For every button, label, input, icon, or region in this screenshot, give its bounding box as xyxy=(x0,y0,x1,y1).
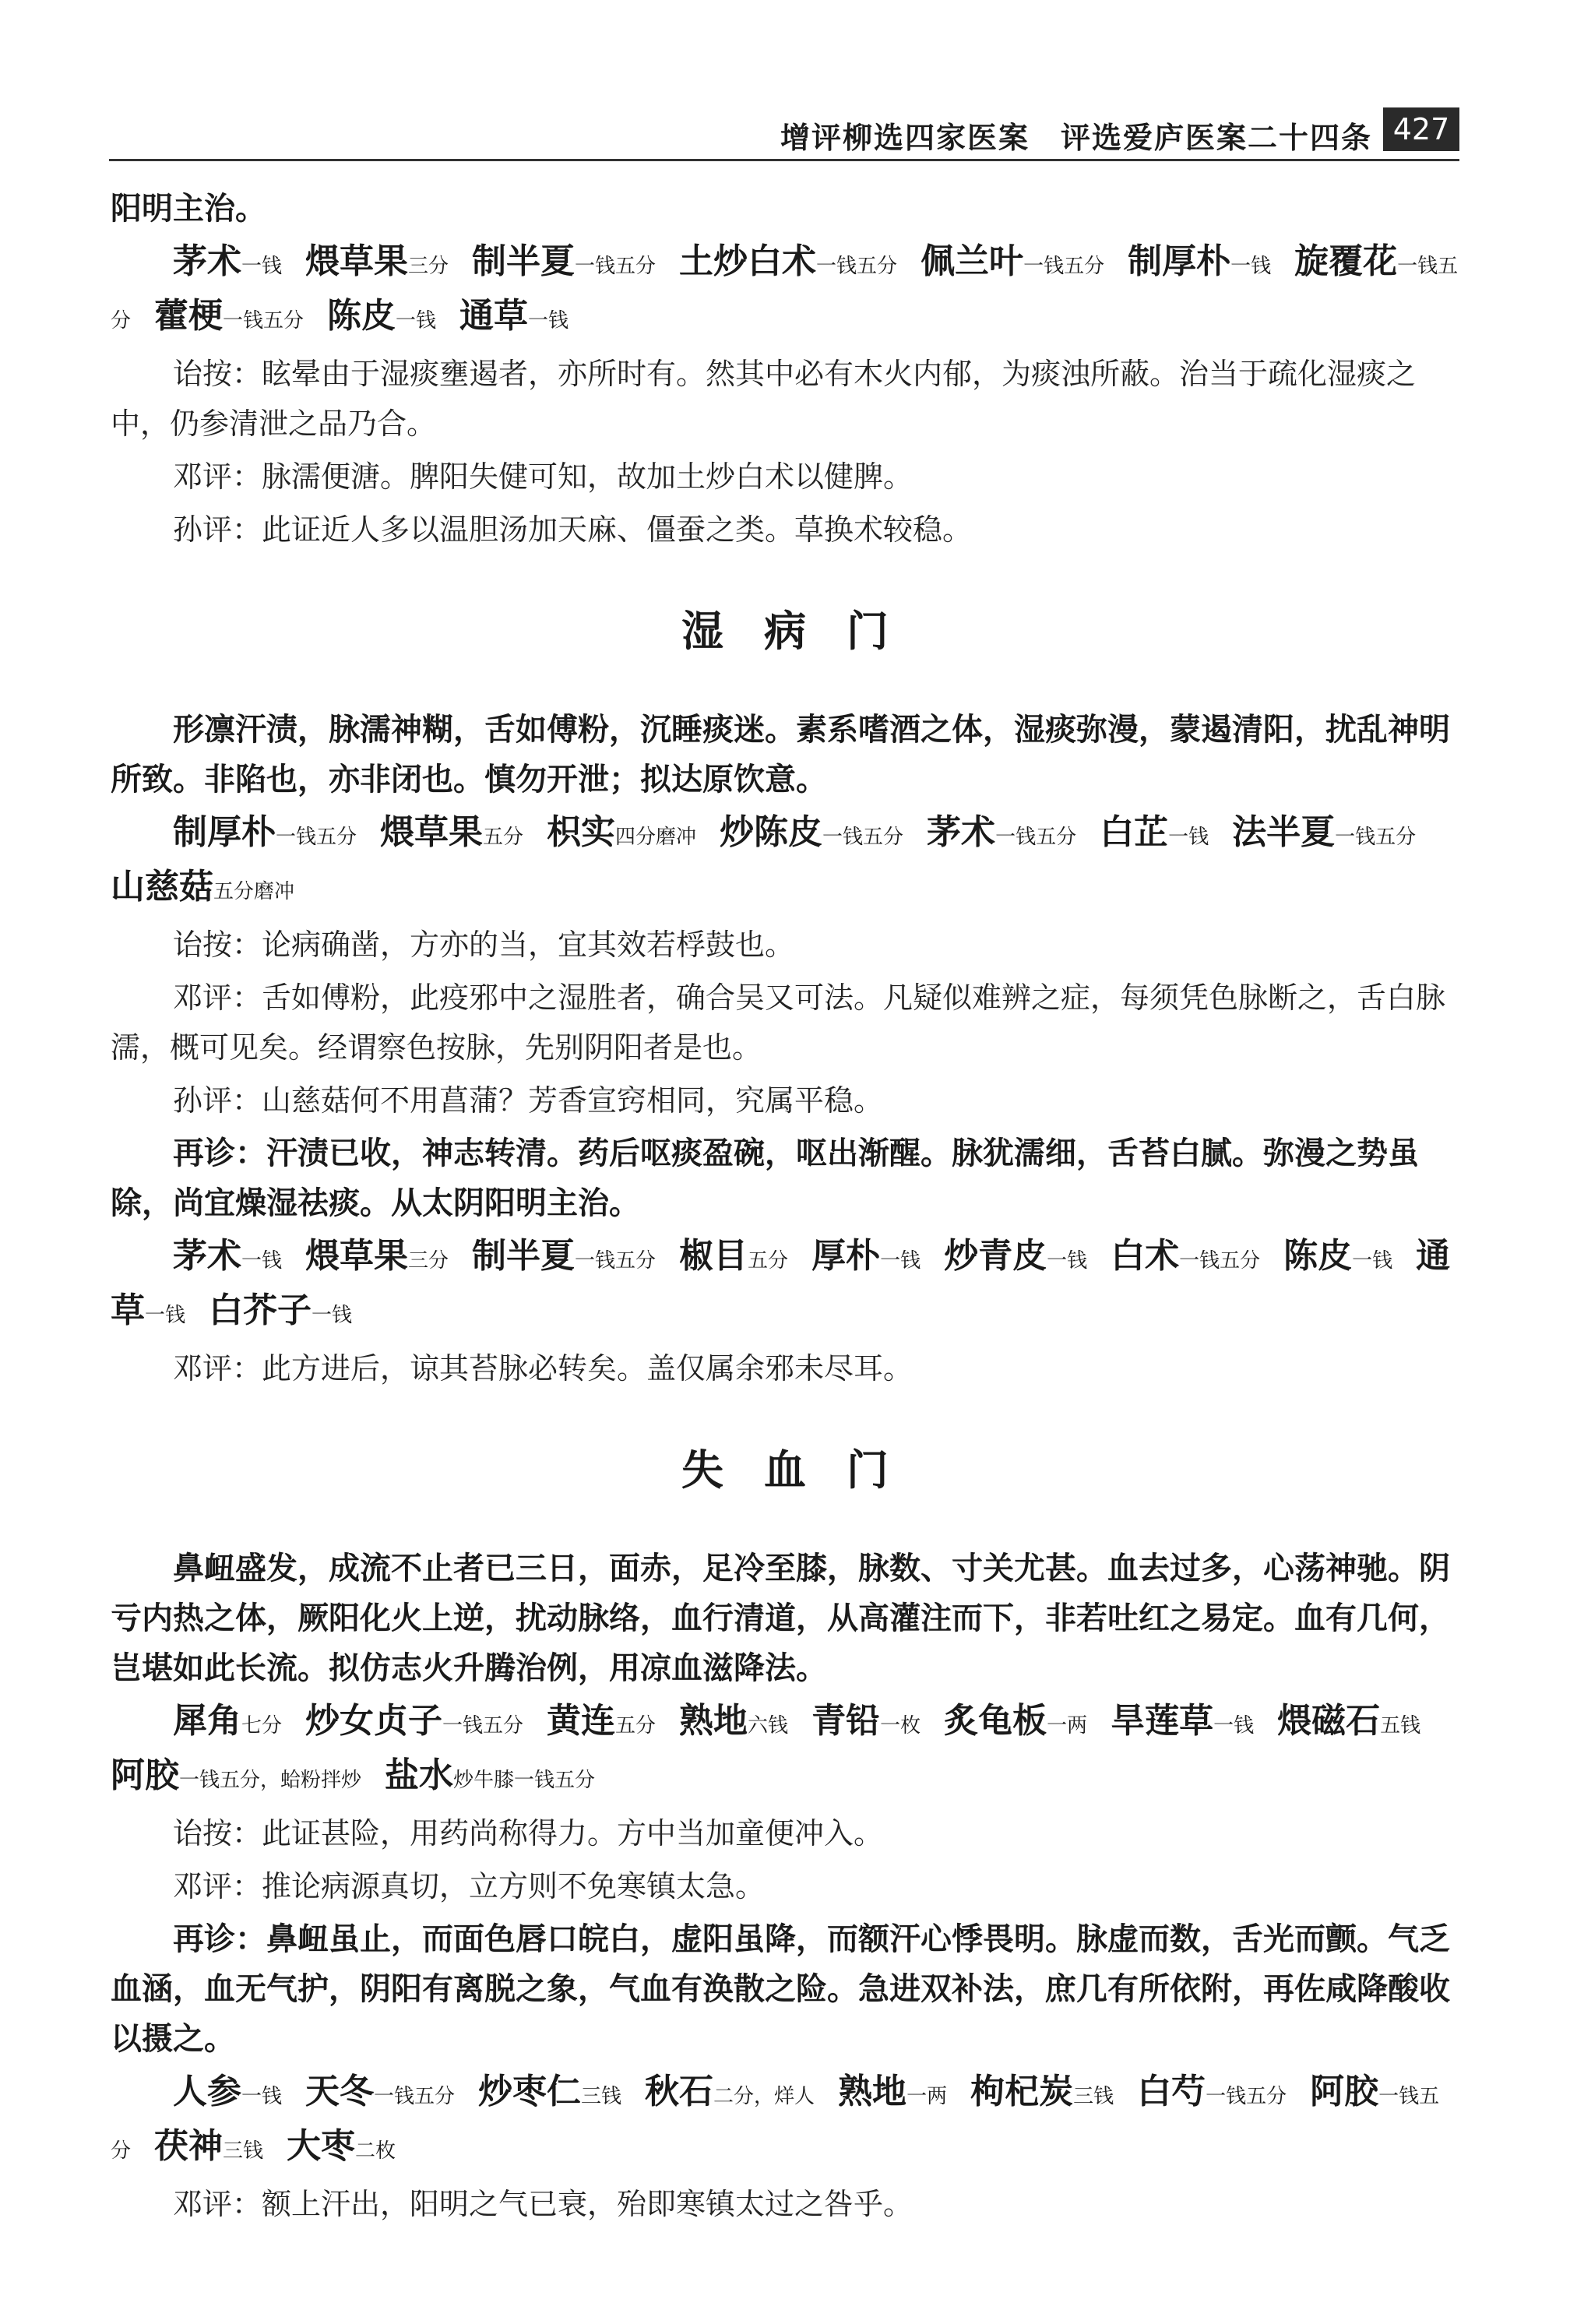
herb-name: 盐水 xyxy=(385,1755,454,1795)
herb-dose: 炒牛膝一钱五分 xyxy=(453,1769,596,1792)
herb-dose: 一钱 xyxy=(528,309,569,333)
herb-entry xyxy=(173,2074,282,2111)
herb-dose: 五分 xyxy=(483,826,524,849)
herb-dose: 五分磨冲 xyxy=(213,880,295,903)
herb-dose: 一钱 xyxy=(312,1304,353,1327)
herb-dose: 三钱 xyxy=(223,2139,264,2163)
section-title: 湿病门 xyxy=(681,606,929,656)
commentary-paragraph: 邓评：额上汗出，阳明之气已衰，殆即寒镇太过之咎乎。 xyxy=(173,2187,913,2221)
herb-dose: 一钱 xyxy=(1168,826,1209,849)
herb-entry xyxy=(679,241,898,281)
commentary-paragraph: 诒按：眩晕由于湿痰壅遏者，亦所时有。然其中必有木火内郁，为痰浊所蔽。治当于疏化湿痰之中，仍参清泄之品乃合。 xyxy=(111,357,1417,441)
herb-name: 旋覆花 xyxy=(1294,241,1398,281)
herb-entry xyxy=(1283,1238,1392,1275)
herb-name: 枳实 xyxy=(547,812,616,852)
herb-name: 旱莲草 xyxy=(1111,1701,1214,1741)
herb-name: 制半夏 xyxy=(472,1236,576,1276)
herb-dose: 一钱五分 xyxy=(111,255,1459,333)
herb-name: 白芥子 xyxy=(209,1291,312,1330)
herb-dose: 一钱五分 xyxy=(822,826,904,849)
commentary-paragraph: 邓评：推论病源真切，立方则不免寒镇太急。 xyxy=(173,1869,766,1903)
herb-dose: 二分，烊人 xyxy=(713,2085,815,2108)
herb-entry xyxy=(547,1703,656,1740)
herb-name: 制半夏 xyxy=(472,241,576,281)
herb-entry xyxy=(970,2074,1114,2111)
herb-name: 人参 xyxy=(173,2072,241,2111)
herb-entry xyxy=(472,1238,656,1275)
herb-name: 煨草果 xyxy=(380,812,484,852)
herb-dose: 七分 xyxy=(241,1714,283,1738)
herb-entry xyxy=(111,869,294,906)
herb-entry xyxy=(209,1293,352,1329)
herb-name: 法半夏 xyxy=(1232,812,1336,852)
herb-name: 白术 xyxy=(1111,1236,1180,1276)
herb-entry xyxy=(173,812,357,852)
case-paragraph: 鼻衄盛发，成流不止者已三日，面赤，足冷至膝，脉数、寸关尤甚。血去过多，心荡神驰。阴亏内热之体，厥阳化火上逆，扰动脉络，血行清道，从高灌注而下，非若吐红之易定。血有几何，岂堪如此长流。拟仿志火升腾治例，用凉血滋降法。 xyxy=(111,1550,1450,1686)
herb-dose: 一钱 xyxy=(396,309,437,333)
header-title: 增评柳选四家医案 评选爱庐医案二十四条 xyxy=(780,120,1372,155)
herb-entry xyxy=(811,1238,921,1275)
herb-entry xyxy=(173,1238,282,1275)
herb-dose: 一钱 xyxy=(241,1249,283,1273)
header-divider xyxy=(109,159,1459,161)
herb-name: 通草 xyxy=(459,296,529,336)
herb-dose: 一两 xyxy=(906,2085,948,2108)
herb-name: 通草 xyxy=(111,1236,1451,1330)
herb-dose: 一钱五分 xyxy=(1206,2085,1287,2108)
herb-name: 炒青皮 xyxy=(944,1236,1047,1276)
herb-entry xyxy=(472,241,657,281)
herb-entry xyxy=(287,2126,396,2166)
herb-dose: 一钱五分 xyxy=(111,2085,1440,2163)
herb-dose: 一钱五分 xyxy=(1023,255,1105,278)
herb-name: 阿胶 xyxy=(111,1755,179,1795)
herb-name: 陈皮 xyxy=(1283,1236,1353,1276)
herb-entry xyxy=(1232,812,1417,852)
herb-name: 青铅 xyxy=(811,1701,881,1741)
commentary-paragraph: 邓评：此方进后，谅其苔脉必转矣。盖仅属余邪未尽耳。 xyxy=(173,1351,913,1386)
herb-name: 白芍 xyxy=(1137,2072,1206,2111)
herb-dose: 五分 xyxy=(615,1714,657,1738)
herb-entry xyxy=(838,2074,947,2111)
herb-name: 制厚朴 xyxy=(1128,241,1231,281)
herb-dose: 一两 xyxy=(1047,1714,1088,1738)
herb-name: 黄连 xyxy=(547,1701,616,1741)
herb-entry xyxy=(478,2074,621,2111)
case-paragraph: 再诊：鼻衄虽止，而面色唇口皖白，虚阳虽降，而额汗心悸畏明。脉虚而数，舌光而颤。气乏血涵，血无气护，阴阳有离脱之象，气血有涣散之险。急进双补法，庶几有所依附，再佐咸降酸收以摄之。 xyxy=(111,1921,1450,2057)
herb-dose: 一钱五分 xyxy=(223,309,304,333)
herb-name: 秋石 xyxy=(645,2072,714,2111)
herb-entry xyxy=(154,2126,264,2166)
herb-name: 阿胶 xyxy=(1310,2072,1379,2111)
prescription-list xyxy=(111,1696,1459,1805)
page-body xyxy=(111,184,1459,2232)
page-number-badge: 427 xyxy=(1383,107,1459,151)
case-paragraph: 再诊：汗渍已收，神志转清。药后呕痰盈碗，呕出渐醒。脉犹濡细，舌苔白腻。弥漫之势虽除，尚宜燥湿祛痰。从太阴阳明主治。 xyxy=(111,1135,1419,1221)
case-paragraph: 阳明主治。 xyxy=(111,190,266,227)
herb-dose: 一钱五分 xyxy=(276,826,357,849)
herb-name: 厚朴 xyxy=(811,1236,881,1276)
herb-entry xyxy=(720,812,904,852)
herb-name: 土炒白术 xyxy=(679,241,817,281)
herb-entry xyxy=(944,1703,1087,1740)
herb-dose: 一钱五分 xyxy=(575,1249,657,1273)
herb-name: 炙龟板 xyxy=(944,1701,1047,1741)
herb-entry xyxy=(1128,241,1272,281)
herb-name: 山慈菇 xyxy=(111,867,213,907)
commentary-paragraph: 邓评：舌如傅粉，此疫邪中之湿胜者，确合吴又可法。凡疑似难辨之症，每须凭色脉断之，舌白脉濡，概可见矣。经谓察色按脉，先别阴阳者是也。 xyxy=(111,981,1446,1065)
running-header xyxy=(109,107,1459,154)
herb-entry xyxy=(459,298,569,335)
herb-dose: 三钱 xyxy=(1073,2085,1114,2108)
section-title: 失血门 xyxy=(681,1445,929,1495)
herb-name: 制厚朴 xyxy=(173,812,276,852)
prescription-list xyxy=(111,237,1459,346)
herb-dose: 六钱 xyxy=(748,1714,789,1738)
herb-dose: 五钱 xyxy=(1380,1714,1421,1738)
herb-dose: 五分 xyxy=(748,1249,789,1273)
herb-entry xyxy=(305,1238,449,1275)
herb-entry xyxy=(305,241,449,281)
herb-name: 熟地 xyxy=(679,1701,748,1741)
herb-dose: 一枚 xyxy=(880,1714,921,1738)
herb-dose: 一钱 xyxy=(241,2085,283,2108)
case-paragraph: 形凛汗渍，脉濡神糊，舌如傅粉，沉睡痰迷。素系嗜酒之体，湿痰弥漫，蒙遏清阳，扰乱神明所致。非陷也，亦非闭也。慎勿开泄；拟达原饮意。 xyxy=(111,711,1450,798)
herb-entry xyxy=(547,812,697,852)
herb-entry xyxy=(1100,812,1209,852)
herb-entry xyxy=(305,2074,455,2111)
herb-entry xyxy=(173,1703,282,1740)
herb-entry xyxy=(679,1238,788,1275)
herb-name: 茅术 xyxy=(173,241,241,281)
herb-dose: 一钱五分 xyxy=(374,2085,456,2108)
herb-dose: 一钱五分 xyxy=(1335,826,1417,849)
herb-dose: 一钱 xyxy=(1213,1714,1255,1738)
herb-dose: 三分 xyxy=(408,1249,449,1273)
herb-dose: 一钱五分 xyxy=(575,255,657,278)
herb-entry xyxy=(111,1755,362,1795)
herb-name: 大枣 xyxy=(287,2126,356,2166)
herb-entry xyxy=(944,1238,1087,1275)
herb-entry xyxy=(380,812,524,852)
herb-dose: 一钱五分 xyxy=(1179,1249,1261,1273)
commentary-paragraph: 诒按：此证甚险，用药尚称得力。方中当加童便冲入。 xyxy=(173,1816,884,1850)
prescription-list xyxy=(111,1231,1459,1340)
herb-entry xyxy=(927,812,1077,852)
herb-entry xyxy=(1137,2074,1287,2111)
herb-name: 天冬 xyxy=(305,2072,375,2111)
commentary-paragraph: 诒按：论病确凿，方亦的当，宜其效若桴鼓也。 xyxy=(173,928,795,962)
herb-entry xyxy=(1111,1703,1254,1740)
herb-entry xyxy=(921,241,1105,281)
herb-name: 煨草果 xyxy=(305,1236,409,1276)
herb-name: 炒陈皮 xyxy=(720,812,823,852)
herb-entry xyxy=(1111,1238,1260,1275)
herb-name: 枸杞炭 xyxy=(970,2072,1074,2111)
herb-dose: 三钱 xyxy=(581,2085,622,2108)
herb-name: 白芷 xyxy=(1100,812,1169,852)
herb-entry xyxy=(1277,1703,1420,1740)
herb-dose: 一钱 xyxy=(1047,1249,1088,1273)
herb-name: 椒目 xyxy=(679,1236,748,1276)
herb-dose: 一钱 xyxy=(1352,1249,1393,1273)
commentary-paragraph: 邓评：脉濡便溏。脾阳失健可知，故加土炒白术以健脾。 xyxy=(173,460,913,494)
commentary-paragraph: 孙评：山慈菇何不用菖蒲？芳香宣窍相同，究属平稳。 xyxy=(173,1083,884,1118)
herb-dose: 一钱 xyxy=(241,255,283,278)
herb-dose: 一钱 xyxy=(145,1304,186,1327)
herb-dose: 四分磨冲 xyxy=(615,826,697,849)
herb-name: 藿梗 xyxy=(154,296,224,336)
herb-entry xyxy=(154,298,304,335)
herb-name: 炒女贞子 xyxy=(305,1701,443,1741)
herb-dose: 二枚 xyxy=(355,2139,396,2163)
herb-entry xyxy=(305,1703,523,1740)
herb-name: 炒枣仁 xyxy=(478,2072,582,2111)
herb-entry xyxy=(327,298,436,335)
herb-name: 佩兰叶 xyxy=(921,241,1024,281)
herb-entry xyxy=(173,241,283,281)
herb-name: 犀角 xyxy=(173,1701,241,1741)
herb-name: 陈皮 xyxy=(327,296,396,336)
commentary-paragraph: 孙评：此证近人多以温胆汤加天麻、僵蚕之类。草换术较稳。 xyxy=(173,512,973,547)
herb-dose: 三分 xyxy=(408,255,449,278)
herb-entry xyxy=(385,1755,596,1795)
herb-name: 茅术 xyxy=(927,812,996,852)
herb-entry xyxy=(811,1703,921,1740)
herb-name: 煨磁石 xyxy=(1277,1701,1381,1741)
prescription-list xyxy=(111,2067,1459,2176)
herb-dose: 一钱 xyxy=(880,1249,921,1273)
herb-name: 熟地 xyxy=(838,2072,907,2111)
prescription-list xyxy=(111,808,1459,917)
herb-entry xyxy=(679,1703,788,1740)
herb-dose: 一钱五分 xyxy=(995,826,1077,849)
herb-dose: 一钱 xyxy=(1230,255,1272,278)
herb-name: 茅术 xyxy=(173,1236,241,1276)
herb-dose: 一钱五分 xyxy=(816,255,898,278)
herb-entry xyxy=(645,2074,815,2111)
herb-dose: 一钱五分 xyxy=(442,1714,524,1738)
herb-name: 煨草果 xyxy=(305,241,409,281)
herb-name: 茯神 xyxy=(154,2126,224,2166)
herb-dose: 一钱五分，蛤粉拌炒 xyxy=(179,1769,362,1792)
